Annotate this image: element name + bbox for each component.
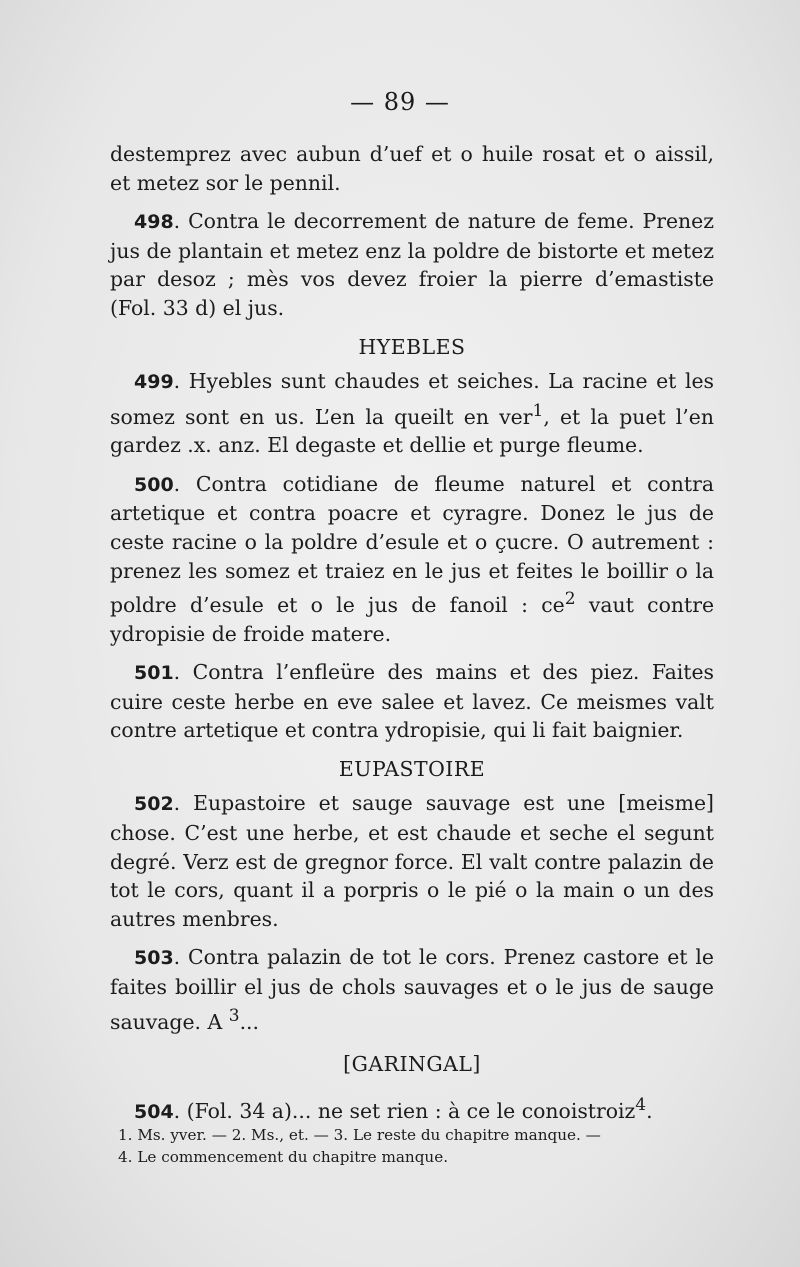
paragraph-503 [110, 943, 714, 1036]
paragraph-text: destemprez avec aubun d’uef et o huile rosat et o aissil, et metez sor le pennil. [110, 142, 714, 195]
footnote-ref: 1 [532, 400, 544, 421]
footnotes [118, 1124, 718, 1168]
paragraph-number: 503 [134, 947, 174, 970]
page-number: — 89 — [350, 88, 450, 116]
paragraph-text: vaut contre ydropisie de froide matere. [110, 592, 715, 646]
main-text [110, 140, 714, 1126]
section-heading-eupastoire: EUPASTOIRE [338, 756, 486, 781]
paragraph-text: . (Fol. 34 a)... ne set rien : à ce le conoistroiz [173, 1098, 636, 1123]
paragraph-501 [110, 658, 714, 745]
paragraph-text: . Contra palazin de tot le cors. Prenez castore et le faites boillir el jus de chols sauvages et o le jus de sauge sauvage. A [110, 945, 714, 1034]
paragraph-text: . Contra cotidiane de fleume naturel et contra artetique et contra poacre et cyragre. Donez le jus de ceste racine o la poldre d’esule et o çucre. O autrement : prenez les somez et traiez en le jus et feites le boillir o la poldre d’esule et o le jus de fanoil : ce [110, 471, 714, 617]
paragraph-text: . Contra le decorrement de nature de feme. Prenez jus de plantain et metez enz la poldre de bistorte et metez par desoz ; mès vos devez froier la pierre d’emastiste (Fol. 33 d) el jus. [110, 209, 714, 320]
paragraph-number: 499 [134, 371, 174, 394]
paragraph-number: 501 [134, 662, 174, 685]
paragraph-498 [110, 207, 714, 322]
footnote-ref: 3 [228, 1005, 240, 1026]
paragraph-number: 504 [134, 1100, 174, 1123]
footnote-ref: 4 [635, 1094, 647, 1115]
footnote-ref: 2 [564, 589, 576, 610]
paragraph-number: 502 [134, 793, 174, 816]
paragraph-text: . Contra l’enfleüre des mains et des piez. Faites cuire ceste herbe en eve salee et lavez. Ce meismes valt contre artetique et contra ydropisie, qui li fait baignier. [110, 660, 714, 743]
paragraph-text: ... [239, 1009, 260, 1034]
section-heading-hyebles: HYEBLES [358, 334, 466, 359]
paragraph-continuation [110, 140, 714, 197]
paragraph-502 [110, 789, 714, 933]
paragraph-number: 498 [134, 211, 174, 234]
paragraph-text: , et la puet l’en gardez .x. anz. El degaste et dellie et purge fleume. [110, 404, 714, 458]
paragraph-number: 500 [134, 473, 174, 496]
paragraph-500 [110, 470, 714, 648]
paragraph-text: . Eupastoire et sauge sauvage est une [meisme] chose. C’est une herbe, et est chaude et seche el segunt degré. Verz est de gregnor force. El valt contre palazin de tot le cors, quant il a porpris o le pié o la main o un des autres menbres. [110, 791, 714, 931]
paragraph-504 [110, 1091, 714, 1126]
paragraph-text: . Hyebles sunt chaudes et seiches. La racine et les somez sont en us. L’en la queilt en ver [110, 369, 714, 429]
footnote-line: 4. Le commencement du chapitre manque. [118, 1148, 449, 1166]
section-heading-garingal: [GARINGAL] [343, 1052, 481, 1077]
footnote-line: 1. Ms. yver. — 2. Ms., et. — 3. Le reste du chapitre manque. — [118, 1126, 601, 1144]
paragraph-text: . [646, 1098, 653, 1123]
paragraph-499 [110, 367, 714, 460]
